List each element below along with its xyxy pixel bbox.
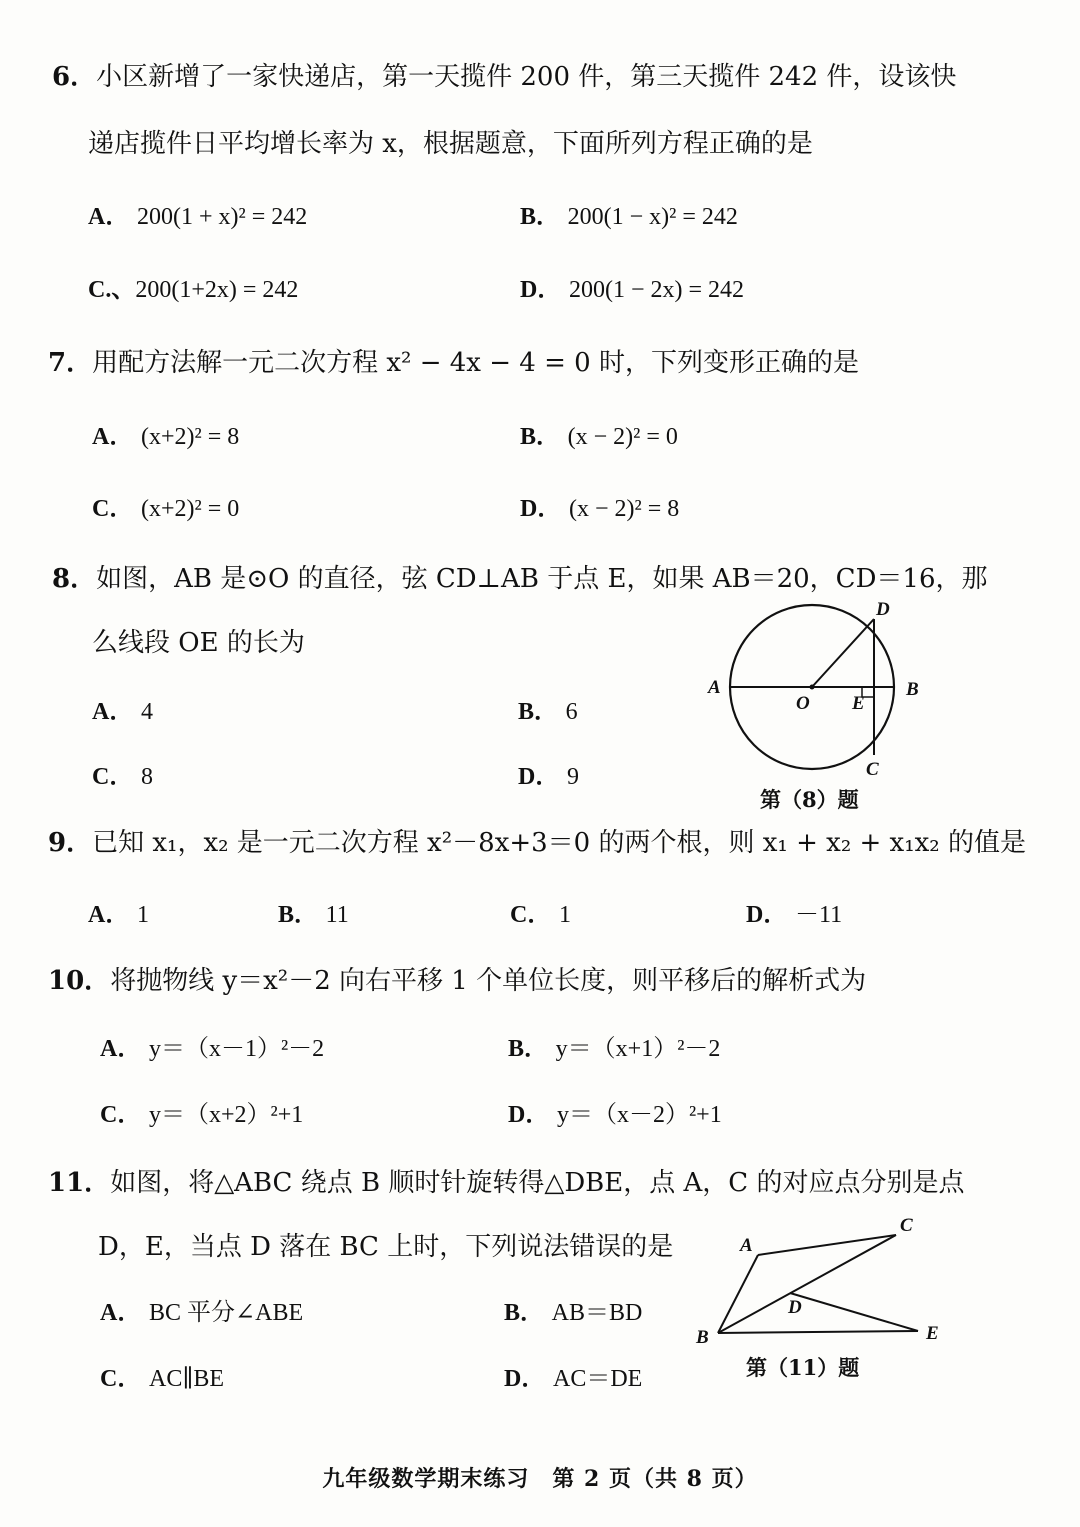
q11-triangle-figure xyxy=(690,1205,960,1355)
q8-label-e: E xyxy=(852,693,865,714)
q8-label-o: O xyxy=(796,693,810,714)
q6-option-c[interactable] xyxy=(88,273,298,306)
q9-stem-text-1: 已知 x₁，x₂ 是一元二次方程 x²－8x+3＝0 的两个根，则 x₁ + x₂ + x₁x₂ 的值是 xyxy=(92,828,1026,858)
q8-stem-line-2: 么线段 OE 的长为 xyxy=(92,628,305,658)
q11-option-d[interactable] xyxy=(504,1362,642,1395)
q6-option-d-letter: D． xyxy=(520,277,562,303)
q7-option-c-letter: C． xyxy=(92,496,134,522)
q10-stem-line-1 xyxy=(48,964,866,998)
q10-option-b-text: y＝（x+1）²－2 xyxy=(555,1036,721,1062)
q9-option-c-letter: C． xyxy=(510,902,552,928)
q7-stem-line-1 xyxy=(48,346,859,380)
q8-option-b-letter: B． xyxy=(518,699,559,725)
q7-option-a[interactable] xyxy=(92,420,239,453)
q8-option-c-letter: C． xyxy=(92,764,134,790)
q11-option-a-letter: A． xyxy=(100,1300,142,1326)
q11-label-a: A xyxy=(740,1235,753,1256)
q11-option-d-letter: D． xyxy=(504,1366,546,1392)
q11-stem-text-1: 如图，将△ABC 绕点 B 顺时针旋转得△DBE，点 A，C 的对应点分别是点 xyxy=(110,1168,965,1198)
q8-label-d: D xyxy=(876,599,890,620)
q7-option-b-text: (x − 2)² = 0 xyxy=(567,424,678,450)
q10-option-c-letter: C． xyxy=(100,1102,142,1128)
q8-option-a-letter: A． xyxy=(92,699,134,725)
q9-option-d-letter: D． xyxy=(746,902,788,928)
q6-number: 6． xyxy=(52,62,97,92)
q8-figure-caption: 第（8）题 xyxy=(760,787,859,812)
q9-option-b-text: 11 xyxy=(325,902,349,928)
q9-stem-line-1 xyxy=(48,826,1026,860)
q11-option-b-letter: B． xyxy=(504,1300,545,1326)
q9-option-d-text: －11 xyxy=(794,902,843,928)
q11-option-a-text: BC 平分∠ABE xyxy=(148,1300,304,1326)
page-footer: 九年级数学期末练习 第 2 页（共 8 页） xyxy=(322,1466,758,1492)
q10-option-d[interactable] xyxy=(508,1098,722,1131)
q10-option-b[interactable] xyxy=(508,1032,720,1065)
q7-option-d[interactable] xyxy=(520,492,679,525)
q8-radius-od xyxy=(812,619,874,687)
q10-number: 10． xyxy=(48,966,111,996)
q11-figure-caption: 第（11）题 xyxy=(746,1355,860,1380)
q6-option-b[interactable] xyxy=(520,200,738,233)
q9-option-d[interactable] xyxy=(746,898,842,931)
q11-label-b: B xyxy=(696,1327,709,1348)
q9-option-b-letter: B． xyxy=(278,902,319,928)
q11-option-a[interactable] xyxy=(100,1296,303,1329)
q9-option-b[interactable] xyxy=(278,898,349,931)
q8-number: 8． xyxy=(52,564,97,594)
q11-label-c: C xyxy=(900,1215,913,1236)
q6-option-a[interactable] xyxy=(88,200,307,233)
q11-segment-de xyxy=(790,1293,918,1331)
q10-option-a[interactable] xyxy=(100,1032,324,1065)
q11-option-b[interactable] xyxy=(504,1296,642,1329)
q8-stem-text-1: 如图，AB 是⊙O 的直径，弦 CD⊥AB 于点 E，如果 AB＝20，CD＝16，那 xyxy=(96,564,988,594)
q9-option-c-text: 1 xyxy=(558,902,571,928)
q10-option-b-letter: B． xyxy=(508,1036,549,1062)
q7-option-b[interactable] xyxy=(520,420,678,453)
q11-label-e: E xyxy=(926,1323,939,1344)
q11-number: 11． xyxy=(48,1168,111,1198)
q11-segment-ac xyxy=(758,1235,896,1255)
q11-option-c[interactable] xyxy=(100,1362,224,1395)
q10-option-d-text: y＝（x－2）²+1 xyxy=(556,1102,722,1128)
q9-option-a-letter: A． xyxy=(88,902,130,928)
q10-option-a-text: y＝（x－1）²－2 xyxy=(148,1036,325,1062)
q8-option-d[interactable] xyxy=(518,760,579,793)
q8-option-a-text: 4 xyxy=(140,699,153,725)
q11-segment-be xyxy=(718,1331,918,1333)
q7-option-c-text: (x+2)² = 0 xyxy=(140,496,240,522)
q8-option-b[interactable] xyxy=(518,695,578,728)
q10-option-a-letter: A． xyxy=(100,1036,142,1062)
q8-option-d-letter: D． xyxy=(518,764,560,790)
q6-option-c-text: 200(1+2x) = 242 xyxy=(135,277,299,303)
q6-option-a-letter: A． xyxy=(88,204,130,230)
q8-circle-figure xyxy=(700,585,940,785)
q6-option-b-letter: B． xyxy=(520,204,561,230)
q11-option-d-text: AC＝DE xyxy=(552,1366,643,1392)
q6-option-c-letter: C.、 xyxy=(88,277,136,303)
q11-option-c-text: AC∥BE xyxy=(148,1366,225,1392)
q10-stem-text-1: 将抛物线 y＝x²－2 向右平移 1 个单位长度，则平移后的解析式为 xyxy=(110,966,867,996)
q10-option-c[interactable] xyxy=(100,1098,303,1131)
q9-option-c[interactable] xyxy=(510,898,571,931)
q11-stem-line-1 xyxy=(48,1166,964,1200)
q6-option-d[interactable] xyxy=(520,273,744,306)
q6-option-a-text: 200(1 + x)² = 242 xyxy=(136,204,308,230)
q7-option-d-text: (x − 2)² = 8 xyxy=(568,496,680,522)
q11-option-b-text: AB＝BD xyxy=(551,1300,643,1326)
q7-option-b-letter: B． xyxy=(520,424,561,450)
q6-option-b-text: 200(1 − x)² = 242 xyxy=(567,204,738,230)
q8-option-d-text: 9 xyxy=(566,764,579,790)
q8-label-b: B xyxy=(906,679,919,700)
q8-label-a: A xyxy=(708,677,721,698)
q8-option-c[interactable] xyxy=(92,760,153,793)
q6-stem-line-2: 递店揽件日平均增长率为 x，根据题意，下面所列方程正确的是 xyxy=(88,129,813,159)
q6-stem-text-1: 小区新增了一家快递店，第一天揽件 200 件，第三天揽件 242 件，设该快 xyxy=(96,62,957,92)
q8-option-b-text: 6 xyxy=(565,699,578,725)
q7-option-d-letter: D． xyxy=(520,496,562,522)
q8-option-c-text: 8 xyxy=(140,764,153,790)
q8-center-dot xyxy=(810,685,815,690)
q10-option-c-text: y＝（x+2）²+1 xyxy=(148,1102,304,1128)
q6-option-d-text: 200(1 − 2x) = 242 xyxy=(568,277,745,303)
q6-stem-line-1 xyxy=(52,60,956,94)
q9-option-a-text: 1 xyxy=(136,902,149,928)
q7-option-a-text: (x+2)² = 8 xyxy=(140,424,240,450)
q9-option-a[interactable] xyxy=(88,898,149,931)
q11-label-d: D xyxy=(788,1297,802,1318)
q11-stem-line-2: D，E，当点 D 落在 BC 上时，下列说法错误的是 xyxy=(98,1232,674,1262)
q8-label-c: C xyxy=(866,759,879,780)
q7-option-c[interactable] xyxy=(92,492,239,525)
q9-number: 9． xyxy=(48,828,93,858)
q8-option-a[interactable] xyxy=(92,695,153,728)
q11-option-c-letter: C． xyxy=(100,1366,142,1392)
q10-option-d-letter: D． xyxy=(508,1102,550,1128)
q7-option-a-letter: A． xyxy=(92,424,134,450)
q7-stem-text-1: 用配方法解一元二次方程 x² − 4x − 4 = 0 时，下列变形正确的是 xyxy=(92,348,859,378)
q7-number: 7． xyxy=(48,348,93,378)
